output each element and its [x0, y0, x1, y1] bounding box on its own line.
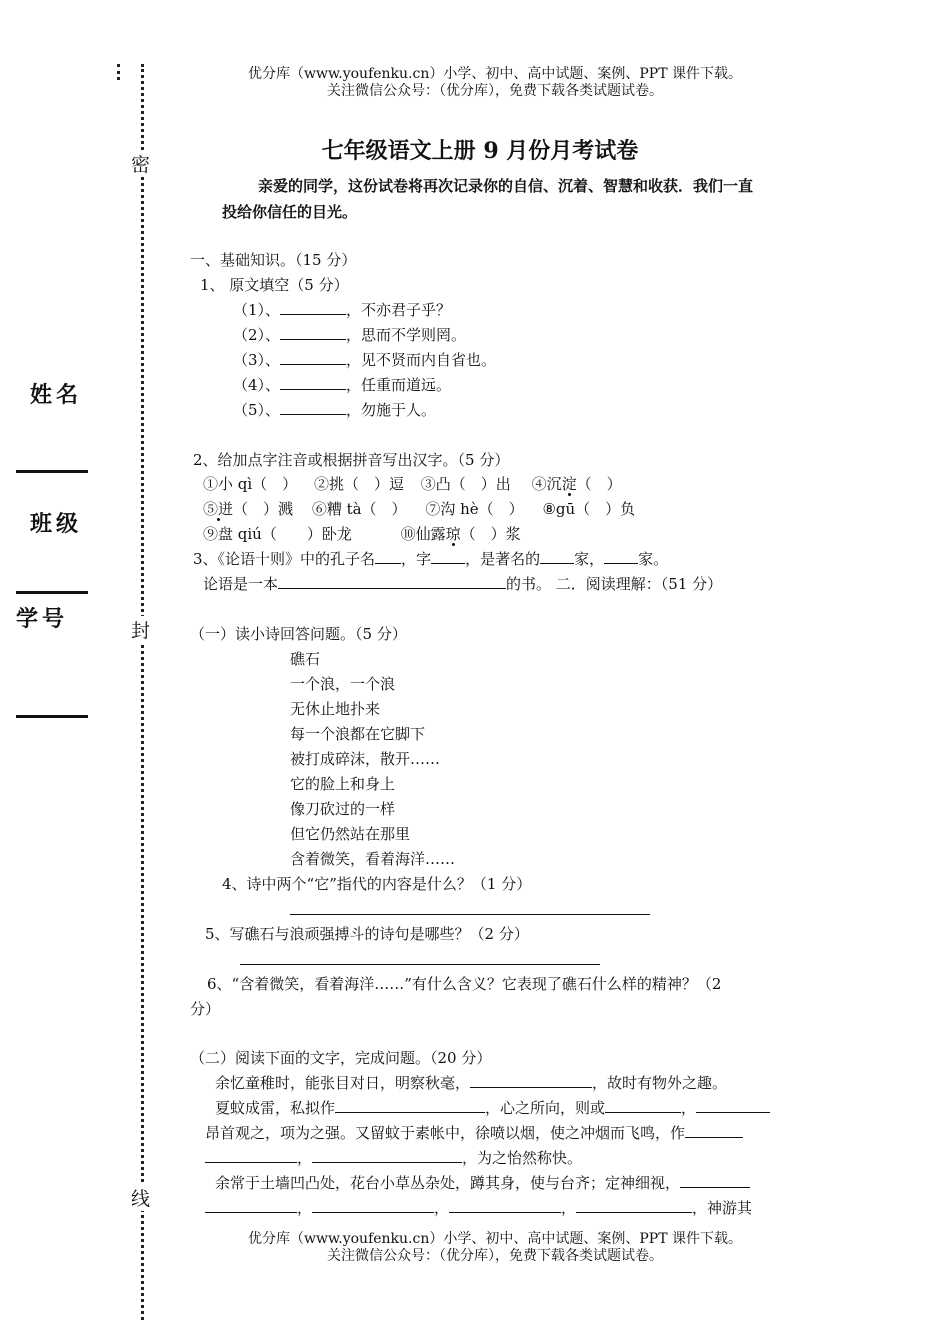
q2-item: ⑤迸 [203, 500, 234, 518]
q1-item-text: ，任重而道远。 [346, 376, 452, 394]
seal-xian: 线 [131, 1184, 150, 1211]
q2-item: （ ）浆 [460, 525, 521, 543]
q1-item [233, 398, 436, 423]
student-id-field-line[interactable] [16, 715, 88, 718]
header-line-1: 优分库（www.youfenku.cn）小学、初中、高中试题、案例、PPT 课件下载。 [247, 66, 742, 82]
passage-text: 夏蚊成雷，私拟作 [215, 1099, 336, 1117]
q2-item: （ ）溅 [233, 500, 294, 518]
seal-feng: 封 [131, 616, 150, 643]
q2-item: 琼 [445, 525, 461, 543]
answer-blank[interactable] [280, 399, 346, 415]
answer-blank[interactable] [280, 349, 346, 365]
answer-blank[interactable] [335, 1097, 485, 1113]
intro-line-2: 投给你信任的目光。 [222, 203, 358, 221]
reading2-line-3 [205, 1121, 743, 1146]
reading2-line-1 [215, 1071, 727, 1096]
poem-line: 像刀砍过的一样 [290, 800, 396, 818]
poem-line: 一个浪，一个浪 [290, 675, 396, 693]
answer-blank[interactable] [280, 374, 346, 390]
reading2-line-2 [215, 1096, 770, 1121]
passage-text: ，神游其 [692, 1199, 753, 1217]
q2-heading: 2、给加点字注音或根据拼音写出汉字。（5 分） [193, 451, 510, 469]
passage-text: 余常于土墙凹凸处，花台小草丛杂处，蹲其身，使与台齐；定神细视， [215, 1174, 681, 1192]
q2-item: （ ）出 [450, 475, 511, 493]
q6-text: 6、“含着微笑，看着海洋……”有什么含义？它表现了礁石什么样的精神？（2 [207, 975, 722, 993]
q1-item-text: ，见不贤而内自省也。 [346, 351, 497, 369]
answer-blank[interactable] [280, 324, 346, 340]
class-label: 班级 [30, 512, 83, 537]
section1-heading: 一、基础知识。（15 分） [190, 251, 357, 269]
q5-answer-line[interactable] [240, 964, 600, 965]
answer-blank[interactable] [605, 1097, 681, 1113]
answer-blank[interactable] [576, 1197, 692, 1213]
q2-item: ⑦沟 hè（ ） [425, 500, 524, 518]
q3-text: 家。 [638, 550, 669, 568]
answer-blank[interactable] [278, 573, 506, 589]
answer-blank[interactable] [604, 548, 638, 564]
answer-blank[interactable] [449, 1197, 561, 1213]
poem-line: 礁石 [290, 650, 321, 668]
q1-item-num: （5）、 [233, 401, 281, 419]
poem-line: 含着微笑，看着海洋…… [290, 850, 456, 868]
intro-line-1: 亲爱的同学，这份试卷将再次记录你的自信、沉着、智慧和收获．我们一直 [258, 177, 754, 195]
q1-item [233, 298, 451, 323]
passage-text: 昂首观之，项为之强。又留蚊于素帐中，徐喷以烟，使之冲烟而飞鸣，作 [205, 1124, 686, 1142]
answer-blank[interactable] [685, 1122, 743, 1138]
q2-row-3 [203, 522, 521, 547]
q5-text: 5、写礁石与浪顽强搏斗的诗句是哪些？（2 分） [205, 925, 529, 943]
margin-dots-short [117, 64, 120, 80]
q2-item: ③凸 [420, 475, 451, 493]
page-title: 七年级语文上册 9 月份月考试卷 [321, 138, 639, 164]
q1-item-num: （3）、 [233, 351, 281, 369]
passage-text: ， [434, 1199, 450, 1217]
answer-blank[interactable] [312, 1147, 462, 1163]
q1-item-text: ，不亦君子乎？ [346, 301, 452, 319]
answer-blank[interactable] [540, 548, 574, 564]
passage-text: ，为之怡然称快。 [462, 1149, 583, 1167]
seal-mi: 密 [131, 150, 150, 177]
q1-item-num: （1）、 [233, 301, 281, 319]
reading2-line-5 [215, 1171, 750, 1196]
q1-item [233, 323, 466, 348]
q2-item: ④沉 [531, 475, 562, 493]
q3-text: 论语是一本 [203, 575, 279, 593]
q2-item: 淀 [561, 475, 577, 493]
poem-line: 但它仍然站在那里 [290, 825, 411, 843]
answer-blank[interactable] [205, 1197, 297, 1213]
q2-item: （ ） [576, 475, 622, 493]
q1-heading: 1、 原文填空（5 分） [200, 276, 349, 294]
q2-item: ⑥糟 tà（ ） [311, 500, 407, 518]
passage-text: ，故时有物外之趣。 [592, 1074, 728, 1092]
q2-item: ⑨盘 qiú（ ）卧龙 [203, 525, 352, 543]
poem-line: 无休止地扑来 [290, 700, 381, 718]
seal-line [141, 64, 144, 1320]
q2-item: （ ）逗 [343, 475, 404, 493]
q1-item [233, 348, 496, 373]
q1-item-num: （2）、 [233, 326, 281, 344]
header-line-2: 关注微信公众号：（优分库），免费下载各类试题试卷。 [327, 83, 663, 99]
footer-line-2: 关注微信公众号：（优分库），免费下载各类试题试卷。 [327, 1248, 663, 1264]
passage-text: ， [297, 1149, 313, 1167]
answer-blank[interactable] [680, 1172, 750, 1188]
q3-text: 3、《论语十则》中的孔子名 [193, 550, 376, 568]
q3-text: 的书。 二．阅读理解：（51 分） [506, 575, 723, 593]
reading2-line-4 [205, 1146, 582, 1171]
q4-text: 4、诗中两个“它”指代的内容是什么？（1 分） [222, 875, 532, 893]
class-field-line[interactable] [16, 591, 88, 594]
q3-line-1 [193, 547, 668, 572]
footer-line-1: 优分库（www.youfenku.cn）小学、初中、高中试题、案例、PPT 课件下载。 [247, 1231, 742, 1247]
answer-blank[interactable] [431, 548, 465, 564]
name-field-line[interactable] [16, 470, 88, 473]
answer-blank[interactable] [280, 299, 346, 315]
passage-text: 余忆童稚时，能张目对日，明察秋毫， [215, 1074, 471, 1092]
q1-item-text: ，思而不学则罔。 [346, 326, 467, 344]
passage-text: ， [561, 1199, 577, 1217]
q2-row-1 [203, 472, 622, 497]
q2-item: ②挑 [313, 475, 344, 493]
q6-text-cont: 分） [190, 1000, 221, 1018]
poem-line: 被打成碎沫，散开…… [290, 750, 441, 768]
q2-row-2 [203, 497, 635, 522]
answer-blank[interactable] [696, 1097, 770, 1113]
q2-item: ⑩仙露 [400, 525, 446, 543]
q1-item-text: ，勿施于人。 [346, 401, 437, 419]
passage-text: ，心之所向，则或 [485, 1099, 606, 1117]
q2-item: ⑧gū（ ）负 [542, 500, 636, 518]
poem-line: 每一个浪都在它脚下 [290, 725, 426, 743]
q3-text: ，是著名的 [465, 550, 541, 568]
poem-line: 它的脸上和身上 [290, 775, 396, 793]
q2-item: ①小 qì（ ） [203, 475, 298, 493]
answer-blank[interactable] [312, 1197, 434, 1213]
passage-text: ， [297, 1199, 313, 1217]
name-label: 姓名 [30, 383, 83, 408]
q3-line-2 [203, 572, 722, 597]
reading2-line-6 [205, 1196, 752, 1221]
q1-item-num: （4）、 [233, 376, 281, 394]
student-id-label: 学号 [16, 607, 69, 632]
answer-blank[interactable] [470, 1072, 592, 1088]
answer-blank[interactable] [375, 548, 401, 564]
reading2-heading: （二）阅读下面的文字，完成问题。（20 分） [190, 1049, 492, 1067]
q4-answer-line[interactable] [290, 914, 650, 915]
q3-text: ，字 [401, 550, 432, 568]
passage-text: ， [681, 1099, 697, 1117]
poem-section-heading: （一）读小诗回答问题。（5 分） [190, 625, 407, 643]
q3-text: 家， [574, 550, 605, 568]
q1-item [233, 373, 451, 398]
answer-blank[interactable] [205, 1147, 297, 1163]
